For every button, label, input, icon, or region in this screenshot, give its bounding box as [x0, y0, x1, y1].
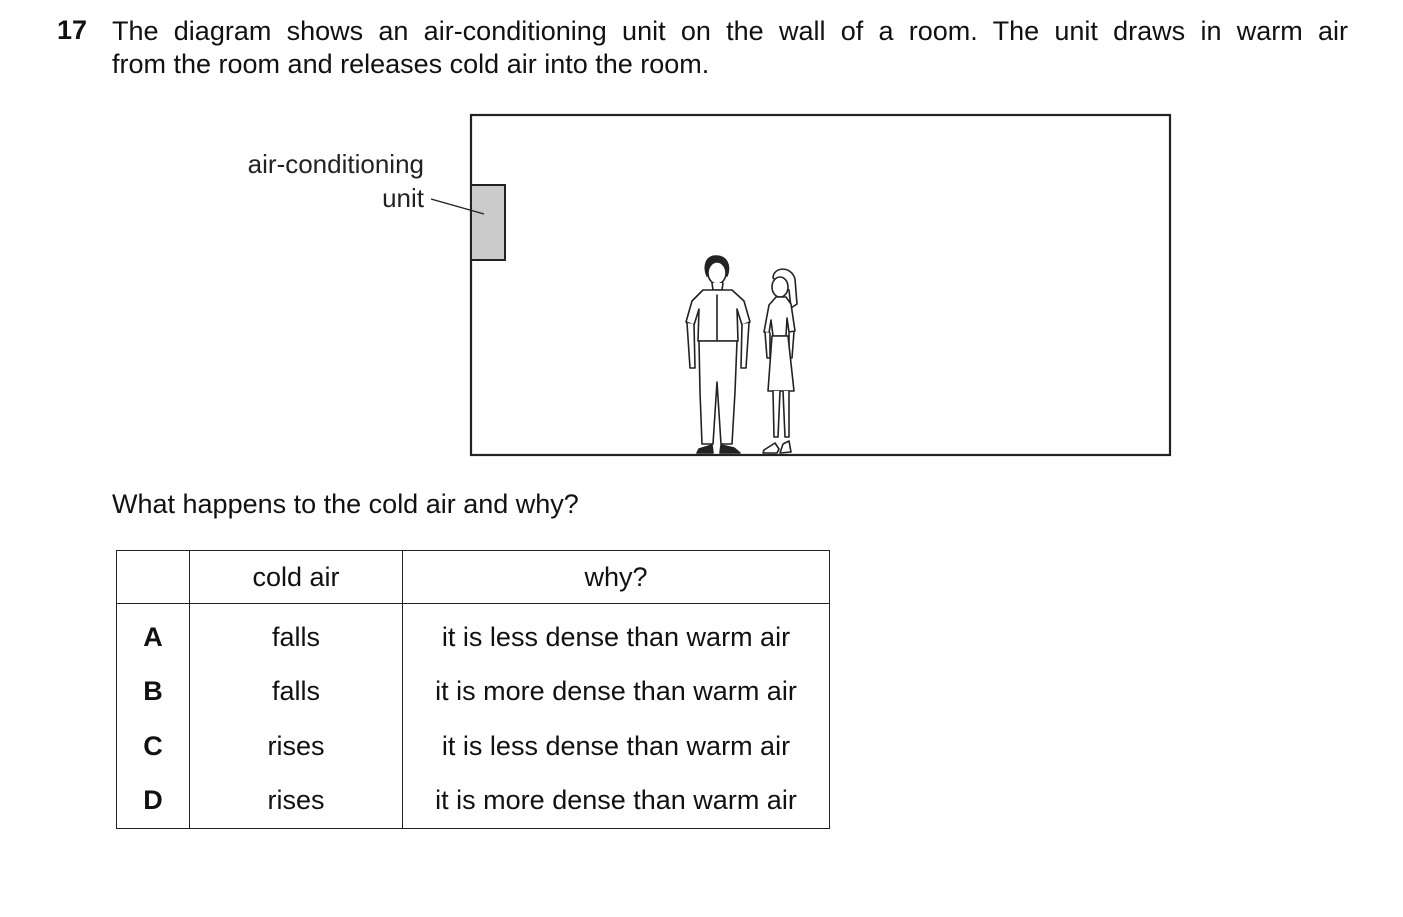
option-why: it is less dense than warm air	[403, 719, 830, 774]
answer-table	[116, 550, 830, 829]
question-number: 17	[57, 15, 88, 45]
option-letter: C	[117, 719, 190, 774]
option-letter: D	[117, 774, 190, 829]
option-cold-air: falls	[190, 604, 403, 665]
option-row-c[interactable]	[117, 719, 830, 774]
option-cold-air: falls	[190, 665, 403, 720]
option-row-d[interactable]	[117, 774, 830, 829]
room-outline	[471, 115, 1170, 455]
option-why: it is more dense than warm air	[403, 774, 830, 829]
question-prompt: What happens to the cold air and why?	[112, 489, 579, 519]
table-header-row	[117, 551, 830, 604]
air-conditioning-unit	[471, 185, 505, 260]
stem-line-1: The diagram shows an air-conditioning unit on the wall of a room. The unit draws in warm air	[112, 16, 1348, 46]
option-why: it is more dense than warm air	[403, 665, 830, 720]
option-cold-air: rises	[190, 719, 403, 774]
header-why: why?	[403, 551, 830, 604]
option-letter: A	[117, 604, 190, 665]
option-row-a[interactable]	[117, 604, 830, 665]
unit-label-line-2: unit	[382, 183, 424, 213]
unit-label-line-1: air-conditioning	[247, 149, 424, 179]
option-why: it is less dense than warm air	[403, 604, 830, 665]
header-cold-air: cold air	[190, 551, 403, 604]
option-row-b[interactable]	[117, 665, 830, 720]
option-cold-air: rises	[190, 774, 403, 829]
header-letter	[117, 551, 190, 604]
stem-line-2: from the room and releases cold air into the room.	[112, 49, 710, 79]
option-letter: B	[117, 665, 190, 720]
